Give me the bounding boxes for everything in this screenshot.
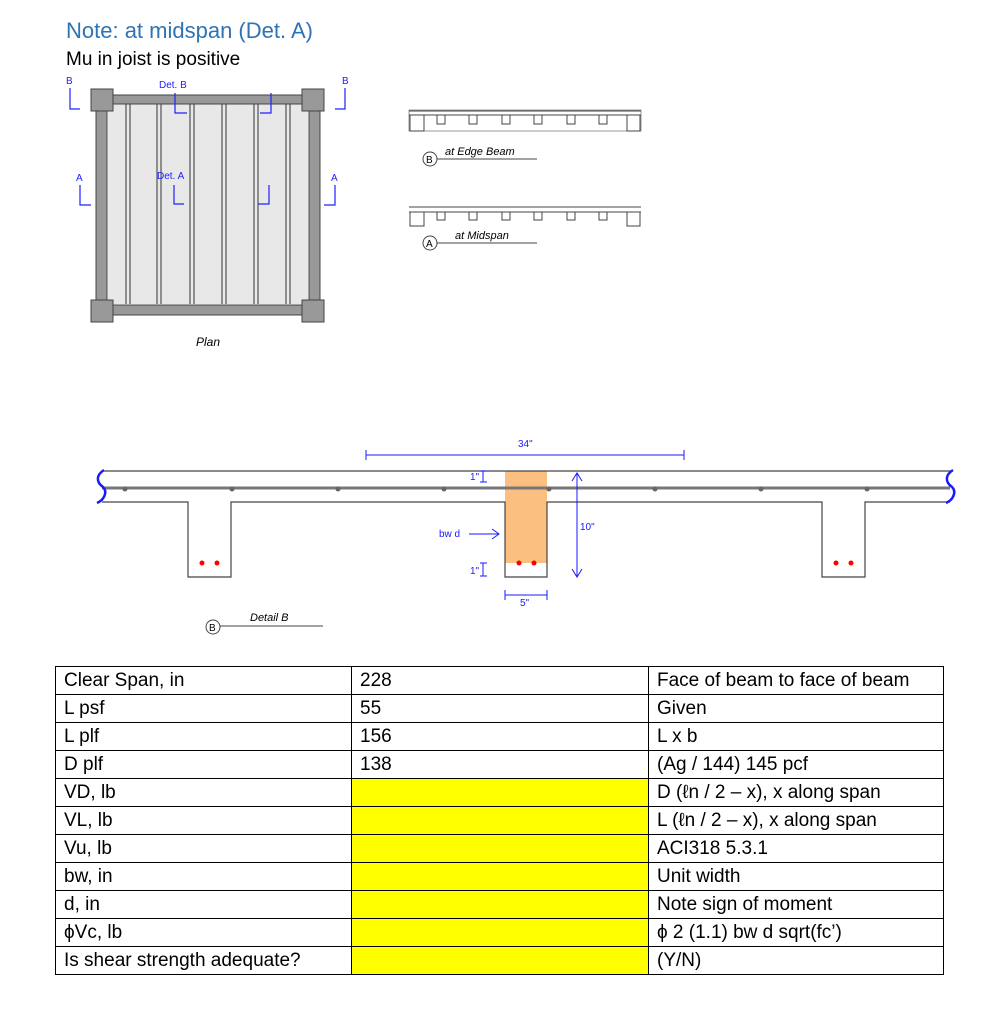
row-label: bw, in <box>56 863 352 891</box>
row-label: Is shear strength adequate? <box>56 947 352 975</box>
row-note: (Y/N) <box>649 947 944 975</box>
row-note: (Ag / 144) 145 pcf <box>649 751 944 779</box>
row-value: 55 <box>352 695 649 723</box>
section-a-label: at Midspan <box>455 230 509 242</box>
plan-label: Plan <box>196 335 221 349</box>
row-value[interactable] <box>352 807 649 835</box>
table-row <box>56 751 944 779</box>
shear-table <box>55 666 944 975</box>
table-row <box>56 807 944 835</box>
shear-area <box>505 471 547 563</box>
row-label: ϕVc, lb <box>56 919 352 947</box>
row-label: L plf <box>56 723 352 751</box>
row-label: Vu, lb <box>56 835 352 863</box>
bwd-label: bw d <box>439 529 461 540</box>
table-row <box>56 863 944 891</box>
row-note: Face of beam to face of beam <box>649 667 944 695</box>
page-title: Note: at midspan (Det. A) <box>66 18 313 43</box>
row-label: Clear Span, in <box>56 667 352 695</box>
row-note: ACI318 5.3.1 <box>649 835 944 863</box>
row-value[interactable] <box>352 863 649 891</box>
row-value[interactable] <box>352 891 649 919</box>
subtitle: Mu in joist is positive <box>66 49 241 70</box>
detail-marker: B <box>209 623 216 634</box>
row-note: D (ℓn / 2 – x), x along span <box>649 779 944 807</box>
plan-drawing <box>66 76 349 349</box>
table-row <box>56 947 944 975</box>
row-value[interactable] <box>352 947 649 975</box>
table-row <box>56 667 944 695</box>
row-label: VL, lb <box>56 807 352 835</box>
dim-depth: 10" <box>580 522 595 533</box>
table-row <box>56 695 944 723</box>
row-label: D plf <box>56 751 352 779</box>
table-row <box>56 891 944 919</box>
detail-b-drawing <box>97 439 954 634</box>
row-label: VD, lb <box>56 779 352 807</box>
row-note: Unit width <box>649 863 944 891</box>
table-row <box>56 835 944 863</box>
section-b-label: at Edge Beam <box>445 146 515 158</box>
dim-width: 34" <box>518 439 533 450</box>
row-value[interactable] <box>352 835 649 863</box>
plan-section-a-left: A <box>76 173 83 184</box>
plan-section-b-left: B <box>66 76 73 87</box>
table-row <box>56 723 944 751</box>
row-label: L psf <box>56 695 352 723</box>
row-label: d, in <box>56 891 352 919</box>
table-row <box>56 919 944 947</box>
dim-top-cover: 1" <box>470 472 480 483</box>
row-note: ϕ 2 (1.1) bw d sqrt(fc’) <box>649 919 944 947</box>
detail-label: Detail B <box>250 612 289 624</box>
dim-stem: 5" <box>520 598 530 609</box>
section-a-marker: A <box>426 239 433 250</box>
row-note: L (ℓn / 2 – x), x along span <box>649 807 944 835</box>
plan-section-b-right: B <box>342 76 349 87</box>
plan-section-a-right: A <box>331 173 338 184</box>
row-note: L x b <box>649 723 944 751</box>
section-b-marker: B <box>426 155 433 166</box>
row-value: 138 <box>352 751 649 779</box>
section-views <box>409 110 641 250</box>
row-value: 228 <box>352 667 649 695</box>
row-note: Given <box>649 695 944 723</box>
row-note: Note sign of moment <box>649 891 944 919</box>
dim-bot-cover: 1" <box>470 566 480 577</box>
table-row <box>56 779 944 807</box>
row-value[interactable] <box>352 919 649 947</box>
plan-det-a: Det. A <box>157 171 185 182</box>
row-value[interactable] <box>352 779 649 807</box>
row-value: 156 <box>352 723 649 751</box>
plan-det-b: Det. B <box>159 80 187 91</box>
